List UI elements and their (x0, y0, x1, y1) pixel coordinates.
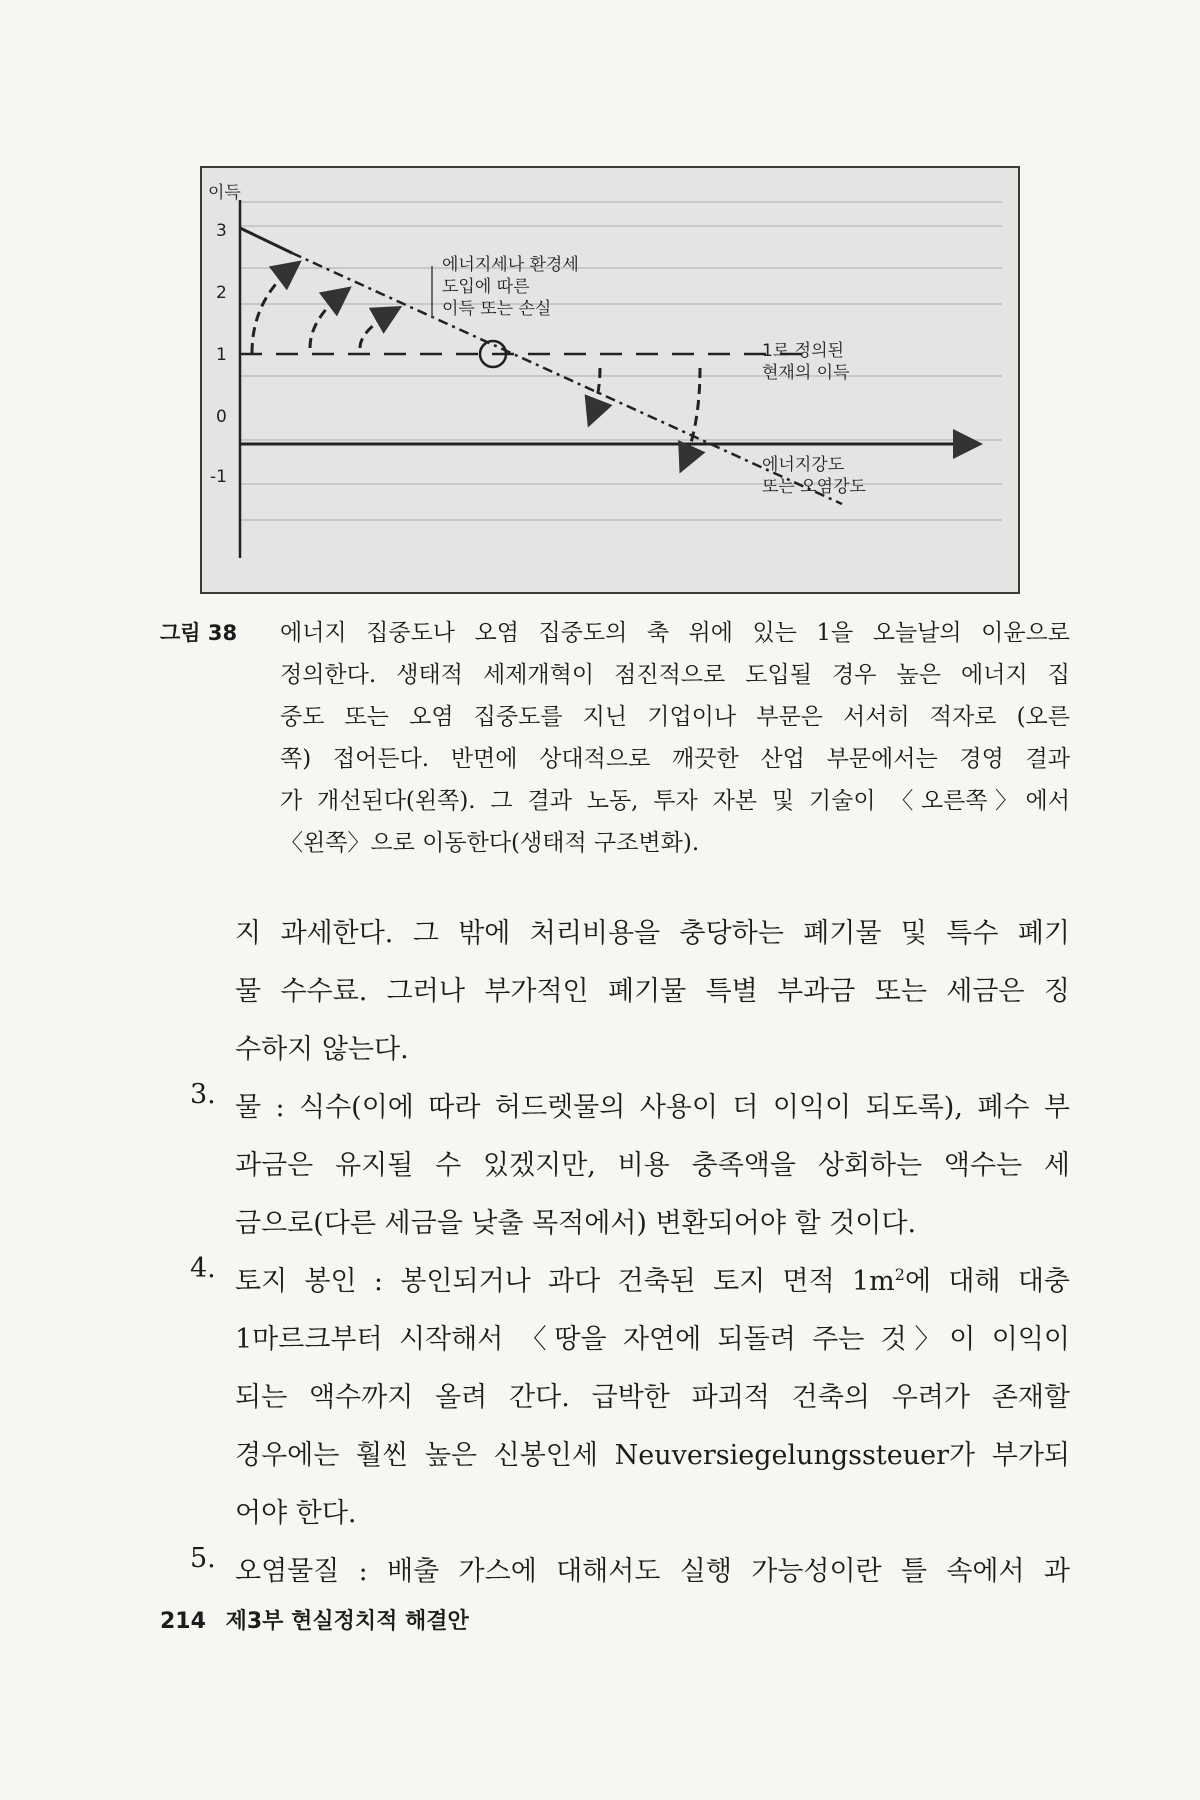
list-item-4 (190, 1253, 1070, 1543)
y-tick-label: 0 (216, 407, 227, 427)
text-line: 오염물질 : 배출 가스에 대해서도 실행 가능성이란 틀 속에서 과 (235, 1556, 1070, 1587)
text-line: 경우에는 훨씬 높은 신봉인세 Neuversiegelungssteuer가 부가되 (235, 1440, 1070, 1471)
text-line: 1마르크부터 시작해서 〈땅을 자연에 되돌려 주는 것〉이 이익이 (235, 1324, 1070, 1355)
caption-line: 정의한다. 생태적 세제개혁이 점진적으로 도입될 경우 높은 에너지 집 (280, 662, 1070, 688)
loss-arrows (590, 368, 700, 468)
gain-loss-line-dashed (292, 253, 842, 504)
list-item-5 (190, 1543, 1070, 1601)
text-fragment: 에 대해 대충 (904, 1266, 1071, 1297)
caption-line: 에너지 집중도나 오염 집중도의 축 위에 있는 1을 오늘날의 이윤으로 (280, 620, 1070, 646)
line-label: 에너지세나 환경세 도입에 따른 이득 또는 손실 (442, 255, 579, 319)
gridlines (240, 202, 1002, 520)
text-line: 과금은 유지될 수 있겠지만, 비용 충족액을 상회하는 액수는 세 (235, 1150, 1070, 1181)
y-tick-label: -1 (210, 467, 227, 487)
caption-label: 그림 38 (160, 621, 238, 645)
reference-label: 1로 정의된 현재의 이득 (762, 341, 850, 383)
gain-diagram (202, 168, 1018, 592)
item-number: 4. (190, 1253, 216, 1284)
gain-arrows (252, 264, 397, 353)
text-line-with-superscript (235, 1253, 1070, 1311)
caption-line: 〈왼쪽〉으로 이동한다(생태적 구조변화). (280, 830, 700, 856)
intro-paragraph (190, 905, 1070, 1079)
text-line: 물 수수료. 그러나 부가적인 폐기물 특별 부과금 또는 세금은 징 (235, 976, 1070, 1007)
text-line: 물 : 식수(이에 따라 허드렛물의 사용이 더 이익이 되도록), 폐수 부 (235, 1092, 1070, 1123)
section-title: 제3부 현실정치적 해결안 (225, 1609, 469, 1634)
page-footer (160, 1604, 469, 1635)
text-fragment: 토지 봉인 : 봉인되거나 과다 건축된 토지 면적 1m (235, 1266, 895, 1297)
text-line: 지 과세한다. 그 밖에 처리비용을 충당하는 폐기물 및 특수 폐기 (235, 918, 1070, 949)
y-tick-label: 1 (216, 345, 227, 365)
text-line: 되는 액수까지 올려 간다. 급박한 파괴적 건축의 우려가 존재할 (235, 1382, 1070, 1413)
text-line: 금으로(다른 세금을 낮출 목적에서) 변환되어야 할 것이다. (235, 1208, 917, 1239)
y-axis-title: 이득 (208, 183, 241, 203)
caption-line: 가 개선된다(왼쪽). 그 결과 노동, 투자 자본 및 기술이 〈오른쪽〉에서 (280, 788, 1070, 814)
text-line: 수하지 않는다. (235, 1034, 409, 1065)
caption-line: 쪽) 접어든다. 반면에 상대적으로 깨끗한 산업 부문에서는 경영 결과 (280, 746, 1070, 772)
y-tick-label: 2 (216, 283, 227, 303)
item-number: 3. (190, 1079, 216, 1110)
item-number: 5. (190, 1543, 216, 1574)
body-text (190, 905, 1070, 1601)
list-item-3 (190, 1079, 1070, 1253)
superscript: 2 (894, 1265, 905, 1284)
text-line: 어야 한다. (235, 1498, 357, 1529)
y-tick-label: 3 (216, 221, 227, 241)
caption-line: 중도 또는 오염 집중도를 지닌 기업이나 부문은 서서히 적자로 (오른 (280, 704, 1070, 730)
caption-text (280, 612, 1070, 864)
gain-loss-line (240, 228, 292, 253)
page-number: 214 (160, 1609, 206, 1634)
x-axis-label: 에너지강도 또는 오염강도 (762, 455, 866, 497)
figure-38 (200, 166, 1020, 594)
